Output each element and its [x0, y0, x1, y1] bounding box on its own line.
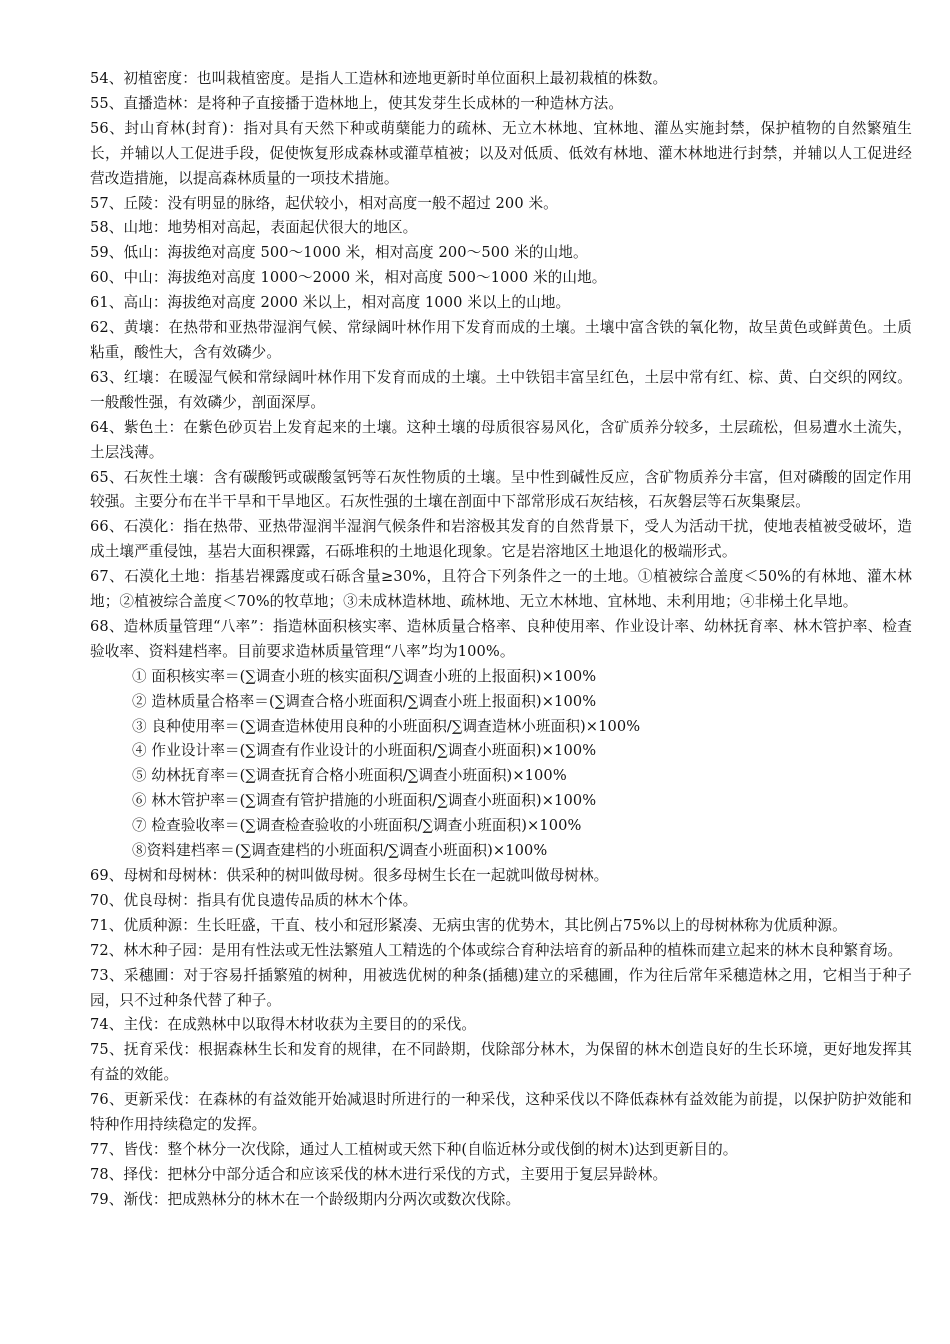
term-73: 73、采穗圃：对于容易扦插繁殖的树种，用被选优树的种条(插穗)建立的采穗圃，作为往后常年采穗造林之用，它相当于种子园，只不过种条代替了种子。: [90, 966, 912, 1009]
term-60: 60、中山：海拔绝对高度 1000～2000 米，相对高度 500～1000 米的山地。: [90, 269, 607, 287]
term-65: 65、石灰性土壤：含有碳酸钙或碳酸氢钙等石灰性物质的土壤。呈中性到碱性反应，含矿物质养分丰富，但对磷酸的固定作用较强。主要分布在半干旱和干旱地区。石灰性强的土壤在剖面中下部常形成石灰结核，石灰磐层等石灰集聚层。: [90, 468, 912, 511]
term-57: 57、丘陵：没有明显的脉络，起伏较小，相对高度一般不超过 200 米。: [90, 194, 558, 212]
formula-operation-design-rate: ④ 作业设计率＝(∑调查有作业设计的小班面积/∑调查小班面积)×100%: [132, 742, 597, 760]
term-59: 59、低山：海拔绝对高度 500～1000 米，相对高度 200～500 米的山地。: [90, 244, 588, 262]
term-76: 76、更新采伐：在森林的有益效能开始减退时所进行的一种采伐，这种采伐以不降低森林有益效能为前提，以保护防护效能和特种作用持续稳定的发挥。: [90, 1091, 912, 1134]
term-58: 58、山地：地势相对高起，表面起伏很大的地区。: [90, 219, 418, 237]
term-74: 74、主伐：在成熟林中以取得木材收获为主要目的的采伐。: [90, 1016, 477, 1034]
formula-archive-rate: ⑧资料建档率＝(∑调查建档的小班面积/∑调查小班面积)×100%: [132, 842, 548, 860]
term-66: 66、石漠化：指在热带、亚热带湿润半湿润气候条件和岩溶极其发育的自然背景下，受人为活动干扰，使地表植被受破坏，造成土壤严重侵蚀，基岩大面积裸露，石砾堆积的土地退化现象。它是岩溶地区土地退化的极端形式。: [90, 518, 912, 561]
term-71: 71、优质种源：生长旺盛，干直、枝小和冠形紧凑、无病虫害的优势木，其比例占75%以上的母树林称为优质种源。: [90, 916, 847, 934]
term-55: 55、直播造林：是将种子直接播于造林地上，使其发芽生长成林的一种造林方法。: [90, 94, 624, 112]
term-77: 77、皆伐：整个林分一次伐除，通过人工植树或天然下种(自临近林分或伐倒的树木)达到更新目的。: [90, 1140, 738, 1158]
formula-inspection-acceptance-rate: ⑦ 检查验收率＝(∑调查检查验收的小班面积/∑调查小班面积)×100%: [132, 817, 582, 835]
term-79: 79、渐伐：把成熟林分的林木在一个龄级期内分两次或数次伐除。: [90, 1190, 521, 1208]
formula-young-forest-tending-rate: ⑤ 幼林抚育率＝(∑调查抚育合格小班面积/∑调查小班面积)×100%: [132, 767, 567, 785]
term-67: 67、石漠化土地：指基岩裸露度或石砾含量≥30%，且符合下列条件之一的土地。①植被综合盖度＜50%的有林地、灌木林地；②植被综合盖度＜70%的牧草地；③未成林造林地、疏林地、无立木林地、宜林地、未利用地；④非梯土化旱地。: [90, 568, 912, 611]
term-69: 69、母树和母树林：供采种的树叫做母树。很多母树生长在一起就叫做母树林。: [90, 867, 609, 884]
formula-quality-pass-rate: ② 造林质量合格率＝(∑调查合格小班面积/∑调查小班上报面积)×100%: [132, 692, 597, 710]
term-54: 54、初植密度：也叫栽植密度。是指人工造林和迹地更新时单位面积上最初栽植的株数。: [90, 70, 668, 87]
term-75: 75、抚育采伐：根据森林生长和发育的规律，在不同龄期，伐除部分林木，为保留的林木创造良好的生长环境，更好地发挥其有益的效能。: [90, 1041, 912, 1084]
term-64: 64、紫色土：在紫色砂页岩上发育起来的土壤。这种土壤的母质很容易风化，含矿质养分较多，土层疏松，但易遭水土流失，土层浅薄。: [90, 418, 912, 461]
term-61: 61、高山：海拔绝对高度 2000 米以上，相对高度 1000 米以上的山地。: [90, 294, 571, 312]
term-63: 63、红壤：在暖湿气候和常绿阔叶林作用下发育而成的土壤。土中铁铝丰富呈红色，土层中常有红、棕、黄、白交织的网纹。一般酸性强，有效磷少，剖面深厚。: [90, 368, 912, 411]
formula-improved-seed-rate: ③ 良种使用率＝(∑调查造林使用良种的小班面积/∑调查造林小班面积)×100%: [132, 717, 641, 735]
term-62: 62、黄壤：在热带和亚热带湿润气候、常绿阔叶林作用下发育而成的土壤。土壤中富含铁的氧化物，故呈黄色或鲜黄色。土质粘重，酸性大，含有效磷少。: [90, 319, 912, 361]
term-72: 72、林木种子园：是用有性法或无性法繁殖人工精选的个体或综合育种法培育的新品种的植株而建立起来的林木良种繁育场。: [90, 941, 903, 959]
formula-forest-protection-rate: ⑥ 林木管护率＝(∑调查有管护措施的小班面积/∑调查小班面积)×100%: [132, 792, 597, 810]
term-68: 68、造林质量管理“八率”：指造林面积核实率、造林质量合格率、良种使用率、作业设计率、幼林抚育率、林木管护率、检查验收率、资料建档率。目前要求造林质量管理“八率”均为100%。: [90, 617, 912, 660]
term-56: 56、封山育林(封育)：指对具有天然下种或萌蘖能力的疏林、无立木林地、宜林地、灌丛实施封禁，保护植物的自然繁殖生长，并辅以人工促进手段，促使恢复形成森林或灌草植被；以及对低质、低效有林地、灌木林地进行封禁，并辅以人工促进经营改造措施，以提高森林质量的一项技术措施。: [90, 119, 912, 187]
formula-area-verification-rate: ① 面积核实率＝(∑调查小班的核实面积/∑调查小班的上报面积)×100%: [132, 667, 597, 685]
term-70: 70、优良母树：指具有优良遗传品质的林木个体。: [90, 891, 418, 909]
term-78: 78、择伐：把林分中部分适合和应该采伐的林木进行采伐的方式，主要用于复层异龄林。: [90, 1165, 668, 1183]
